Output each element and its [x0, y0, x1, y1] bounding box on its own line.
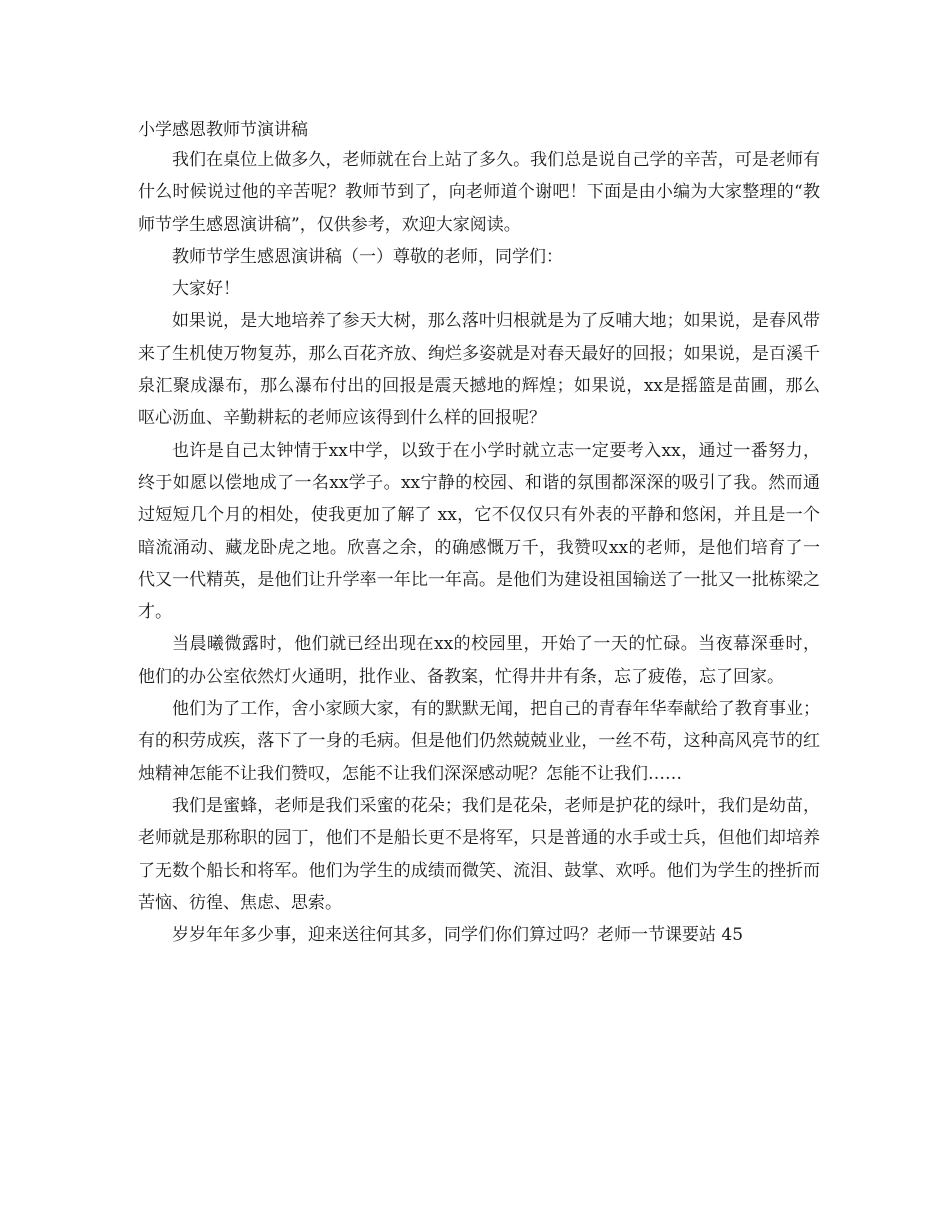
paragraph-greeting: 大家好！ [172, 279, 240, 300]
paragraph-school: 也许是自己太钟情于xx中学，以致于在小学时就立志一定要考入xx，通过一番努力，终于如愿以偿地成了一名xx学子。xx宁静的校园、和谐的氛围都深深的吸引了我。然而通过短短几个月的相处，使我更加了解了 xx，它不仅仅只有外表的平静和悠闲，并且是一个暗流涌动、藏龙卧虎之地。欣喜之余，的确感慨万千，我赞叹xx的老师，是他们培育了一代又一代精英，是他们让升学率一年比一年高。是他们为建设祖国输送了一批又一批栋梁之才。 [138, 440, 820, 623]
paragraph-bees-flowers: 我们是蜜蜂，老师是我们采蜜的花朵；我们是花朵，老师是护花的绿叶，我们是幼苗，老师就是那称职的园丁，他们不是船长更不是将军，只是普通的水手或士兵，但他们却培养了无数个船长和将军。他们为学生的成绩而微笑、流泪、鼓掌、欢呼。他们为学生的挫折而苦恼、彷徨、焦虑、思索。 [138, 795, 820, 913]
paragraph-dedication: 他们为了工作，舍小家顾大家，有的默默无闻，把自己的青春年华奉献给了教育事业；有的积劳成疾，落下了一身的毛病。但是他们仍然兢兢业业，一丝不苟，这种高风亮节的红烛精神怎能不让我们赞叹，怎能不让我们深深感动呢？怎能不让我们…… [138, 699, 820, 784]
paragraph-speech-heading: 教师节学生感恩演讲稿（一）尊敬的老师，同学们： [172, 246, 563, 267]
document-title: 小学感恩教师节演讲稿 [138, 120, 308, 140]
paragraph-dawn-dusk: 当晨曦微露时，他们就已经出现在xx的校园里，开始了一天的忙碌。当夜幕深垂时，他们的办公室依然灯火通明，批作业、备教案，忙得井井有条，忘了疲倦，忘了回家。 [138, 634, 820, 687]
paragraph-intro: 我们在桌位上做多久，老师就在台上站了多久。我们总是说自己学的辛苦，可是老师有什么时候说过他的辛苦呢？教师节到了，向老师道个谢吧！下面是由小编为大家整理的“教师节学生感恩演讲稿”，仅供参考，欢迎大家阅读。 [138, 150, 820, 235]
document-body [138, 116, 820, 951]
paragraph-years: 岁岁年年多少事，迎来送往何其多，同学们你们算过吗？老师一节课要站 45 [172, 925, 744, 946]
paragraph-metaphors: 如果说，是大地培养了参天大树，那么落叶归根就是为了反哺大地；如果说，是春风带来了生机使万物复苏，那么百花齐放、绚烂多姿就是对春天最好的回报；如果说，是百溪千泉汇聚成瀑布，那么瀑布付出的回报是震天撼地的辉煌；如果说，xx是摇篮是苗圃，那么呕心沥血、辛勤耕耘的老师应该得到什么样的回报呢？ [138, 311, 820, 429]
